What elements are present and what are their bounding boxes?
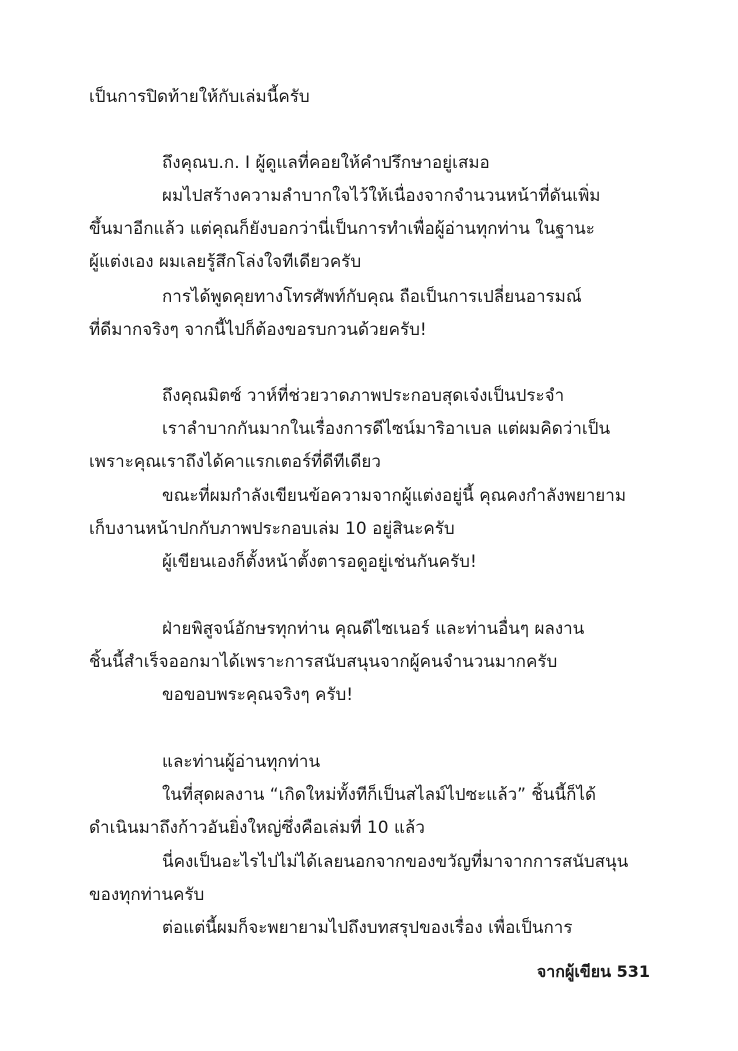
text-line: ผมไปสร้างความลำบากใจไว้ให้เนื่องจากจำนวนหน้าที่ดันเพิ่ม: [162, 186, 601, 206]
text-line: ถึงคุณมิตซ์ วาห์ที่ช่วยวาดภาพประกอบสุดเจ๋งเป็นประจำ: [162, 386, 565, 406]
page-footer: จากผู้เขียน 531: [536, 962, 650, 981]
text-line: ชิ้นนี้สำเร็จออกมาได้เพราะการสนับสนุนจากผู้คนจำนวนมากครับ: [89, 652, 558, 672]
text-line: เราลำบากกันมากในเรื่องการดีไซน์มาริอาเบล แต่ผมคิดว่าเป็น: [162, 419, 611, 439]
text-line: เป็นการปิดท้ายให้กับเล่มนี้ครับ: [89, 87, 310, 107]
text-line: ขอขอบพระคุณจริงๆ ครับ!: [162, 685, 354, 705]
text-line: ผู้เขียนเองก็ตั้งหน้าตั้งตารอดูอยู่เช่นกันครับ!: [162, 552, 477, 572]
text-line: ต่อแต่นี้ผมก็จะพยายามไปถึงบทสรุปของเรื่อง เพื่อเป็นการ: [162, 918, 573, 938]
text-line: ในที่สุดผลงาน “เกิดใหม่ทั้งทีก็เป็นสไลม์ไปซะแล้ว” ชิ้นนี้ก็ได้: [162, 785, 597, 805]
text-line: ขณะที่ผมกำลังเขียนข้อความจากผู้แต่งอยู่นี้ คุณคงกำลังพยายาม: [162, 486, 627, 506]
text-line: เก็บงานหน้าปกกับภาพประกอบเล่ม 10 อยู่สินะครับ: [89, 519, 455, 539]
text-line: ดำเนินมาถึงก้าวอันยิ่งใหญ่ซึ่งคือเล่มที่ 10 แล้ว: [89, 818, 425, 838]
text-line: นี่คงเป็นอะไรไปไม่ได้เลยนอกจากของขวัญที่มาจากการสนับสนุน: [162, 852, 629, 872]
text-line: ขึ้นมาอีกแล้ว แต่คุณก็ยังบอกว่านี่เป็นการทำเพื่อผู้อ่านทุกท่าน ในฐานะ: [89, 219, 595, 239]
text-line: ที่ดีมากจริงๆ จากนี้ไปก็ต้องขอรบกวนด้วยครับ!: [89, 320, 427, 340]
text-line: ถึงคุณบ.ก. I ผู้ดูแลที่คอยให้คำปรึกษาอยู่เสมอ: [162, 153, 490, 173]
text-line: ผู้แต่งเอง ผมเลยรู้สึกโล่งใจทีเดียวครับ: [89, 252, 362, 272]
text-line: เพราะคุณเราถึงได้คาแรกเตอร์ที่ดีทีเดียว: [89, 452, 381, 472]
text-line: ของทุกท่านครับ: [89, 885, 205, 905]
text-line: ฝ่ายพิสูจน์อักษรทุกท่าน คุณดีไซเนอร์ และท่านอื่นๆ ผลงาน: [162, 619, 585, 639]
text-line: การได้พูดคุยทางโทรศัพท์กับคุณ ถือเป็นการเปลี่ยนอารมณ์: [162, 287, 582, 307]
text-line: และท่านผู้อ่านทุกท่าน: [162, 752, 321, 772]
